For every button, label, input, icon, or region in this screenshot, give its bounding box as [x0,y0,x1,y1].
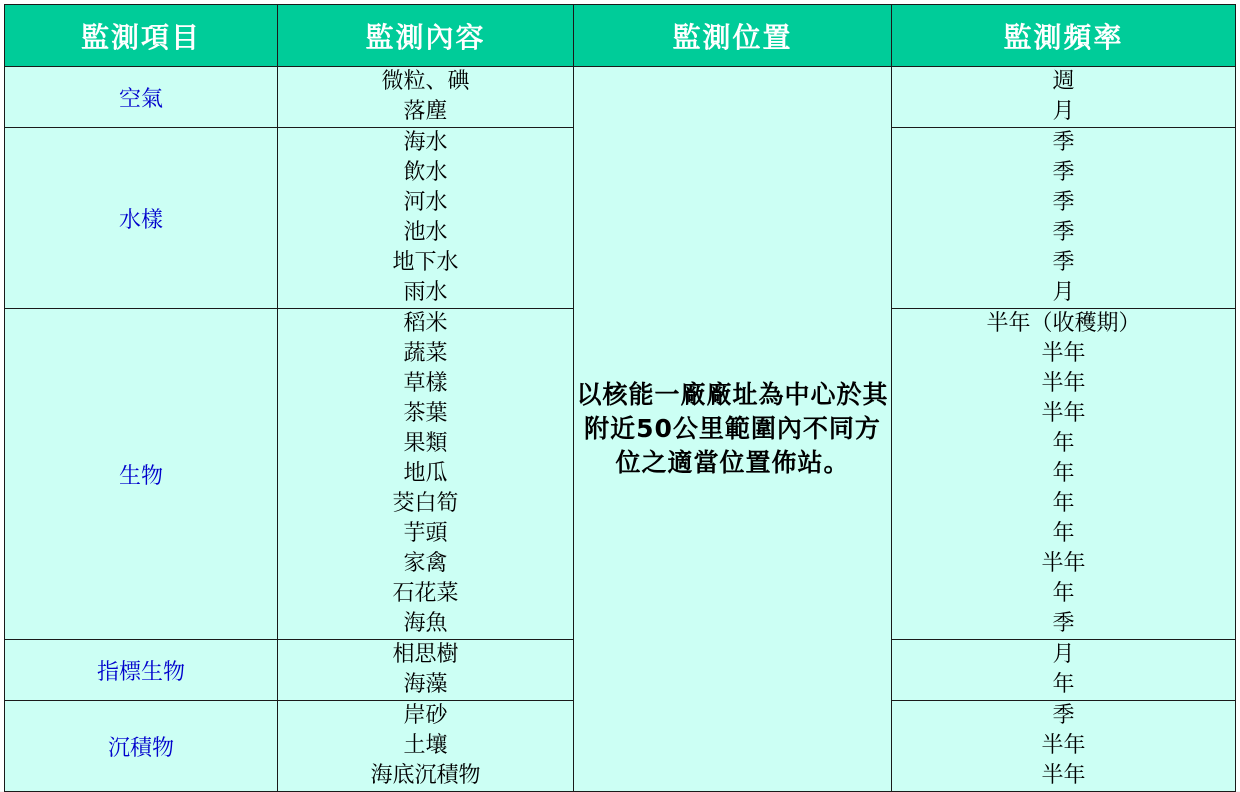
contents-indicator-biota [278,640,574,701]
frequency-item: 季 [1052,250,1075,275]
category-air: 空氣 [5,67,278,128]
content-item: 地下水 [392,250,459,275]
frequency-item: 月 [1052,280,1075,305]
frequency-item: 季 [1052,190,1075,215]
frequency-item: 年 [1052,581,1075,606]
contents-air [278,67,574,128]
content-item: 落塵 [403,99,448,124]
frequency-item: 季 [1052,703,1075,728]
monitoring-table [4,4,1236,792]
content-item: 雨水 [403,280,448,305]
content-item: 草樣 [403,371,448,396]
frequencies-water [892,128,1236,309]
contents-water [278,128,574,309]
content-item: 海底沉積物 [370,763,481,788]
content-item: 蔬菜 [403,341,448,366]
frequency-item: 季 [1052,130,1075,155]
frequency-item: 季 [1052,220,1075,245]
content-item: 家禽 [403,551,448,576]
content-item: 岸砂 [403,703,448,728]
category-biota: 生物 [5,309,278,640]
frequency-item: 年 [1052,461,1075,486]
content-item: 果類 [403,431,448,456]
location-cell [574,67,892,792]
content-item: 土壤 [403,733,448,758]
category-indicator-biota: 指標生物 [5,640,278,701]
content-item: 芋頭 [403,521,448,546]
frequency-item: 年 [1052,491,1075,516]
content-item: 微粒、碘 [381,69,470,94]
frequency-item: 半年 [1041,371,1086,396]
frequency-item: 半年 [1041,551,1086,576]
frequency-item: 半年（收穫期） [986,311,1141,336]
content-item: 飲水 [403,160,448,185]
content-item: 石花菜 [392,581,459,606]
content-item: 海水 [403,130,448,155]
category-sediment: 沉積物 [5,701,278,792]
frequency-item: 半年 [1041,763,1086,788]
content-item: 河水 [403,190,448,215]
content-item: 海魚 [403,611,448,636]
header-frequency: 監測頻率 [892,5,1236,67]
content-item: 地瓜 [403,461,448,486]
content-item: 池水 [403,220,448,245]
content-item: 茶葉 [403,401,448,426]
frequencies-air [892,67,1236,128]
location-description: 以核能一廠廠址為中心於其附近50公里範圍內不同方位之適當位置佈站。 [576,380,889,477]
content-item: 相思樹 [392,642,459,667]
frequency-item: 月 [1052,642,1075,667]
frequency-item: 半年 [1041,401,1086,426]
frequency-item: 季 [1052,160,1075,185]
frequency-item: 年 [1052,521,1075,546]
header-content: 監測內容 [278,5,574,67]
header-row [5,5,1236,67]
frequency-item: 半年 [1041,341,1086,366]
contents-biota [278,309,574,640]
frequencies-indicator-biota [892,640,1236,701]
header-location: 監測位置 [574,5,892,67]
header-item: 監測項目 [5,5,278,67]
frequency-item: 週 [1052,69,1075,94]
category-water: 水樣 [5,128,278,309]
frequency-item: 年 [1052,672,1075,697]
frequency-item: 半年 [1041,733,1086,758]
frequency-item: 月 [1052,99,1075,124]
frequencies-sediment [892,701,1236,792]
frequencies-biota [892,309,1236,640]
table-row [5,67,1236,128]
content-item: 茭白筍 [392,491,459,516]
contents-sediment [278,701,574,792]
content-item: 海藻 [403,672,448,697]
content-item: 稻米 [403,311,448,336]
frequency-item: 季 [1052,611,1075,636]
frequency-item: 年 [1052,431,1075,456]
